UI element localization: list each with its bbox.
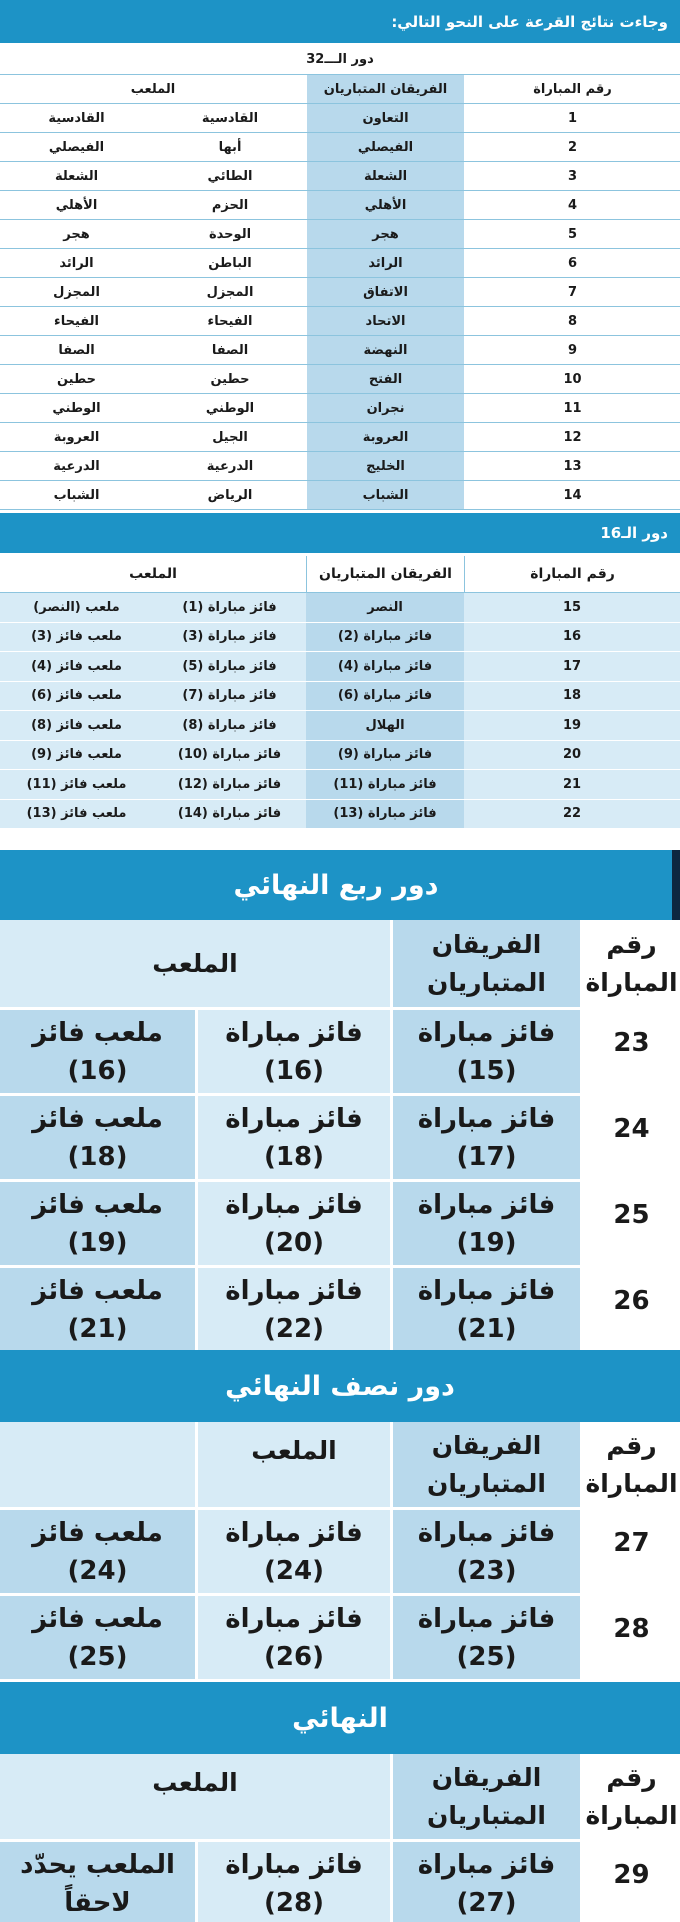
stadium: ملعب فائز (9) <box>31 747 122 763</box>
semi-final-section <box>0 1350 680 1682</box>
match-number: 26 <box>580 1268 680 1351</box>
stadium: حطين <box>0 365 153 393</box>
team-home-line2: (25) <box>456 1641 517 1672</box>
round16-title: دور الـ16 <box>0 510 680 556</box>
team-home <box>390 1842 580 1922</box>
team-home: الفيصلي <box>306 133 464 161</box>
match-number: 10 <box>464 365 680 393</box>
team-home-line2: (19) <box>456 1227 517 1258</box>
final-header-row <box>0 1754 680 1842</box>
stadium-line1: ملعب فائز <box>32 1017 163 1048</box>
stadium-line1: الملعب يحدّد <box>20 1849 175 1880</box>
team-home: الاتفاق <box>306 278 464 306</box>
match-number: 2 <box>464 133 680 161</box>
table-row <box>0 220 680 249</box>
stadium-line2: (25) <box>67 1641 128 1672</box>
final-title: النهائي <box>0 1682 680 1754</box>
team-home: فائز مباراة (6) <box>306 682 464 711</box>
header-teams-line2: المتباريان <box>426 1800 547 1830</box>
header-teams: الفريقان المتباريان <box>306 556 464 592</box>
stadium: الصفا <box>0 336 153 364</box>
team-home: الخليج <box>306 452 464 480</box>
table-row <box>0 800 680 830</box>
match-number: 1 <box>464 104 680 132</box>
stadium-line2: (19) <box>67 1227 128 1258</box>
match-number: 29 <box>580 1842 680 1922</box>
header-stadium: الملعب <box>129 566 177 582</box>
header-teams-line1: الفريقان <box>431 1762 542 1792</box>
semi-table-body <box>0 1510 680 1682</box>
round32-header-row <box>0 75 680 104</box>
header-num-line2: المباراة <box>585 967 678 997</box>
round32-table-body <box>0 104 680 510</box>
table-row <box>0 623 680 653</box>
stadium-line2: (24) <box>67 1555 128 1586</box>
stadium: الشعلة <box>0 162 153 190</box>
team-away: الدرعية <box>153 452 306 480</box>
table-row <box>0 278 680 307</box>
team-home: النصر <box>306 593 464 622</box>
quarter-final-title: دور ربع النهائي <box>0 850 680 920</box>
stadium: الدرعية <box>0 452 153 480</box>
early-rounds <box>0 0 680 829</box>
match-number: 12 <box>464 423 680 451</box>
team-away: الحزم <box>153 191 306 219</box>
stadium-line2: (21) <box>67 1313 128 1344</box>
match-number: 22 <box>562 806 582 822</box>
team-away-line2: (18) <box>264 1141 324 1172</box>
match-number: 8 <box>464 307 680 335</box>
header-teams-line1: الفريقان <box>431 1430 542 1460</box>
match-number: 28 <box>580 1596 680 1679</box>
header-stadium: الملعب <box>195 1422 390 1507</box>
team-away-line1: فائز مباراة <box>225 1275 363 1306</box>
team-home: الشعلة <box>306 162 464 190</box>
team-away-line1: فائز مباراة <box>225 1517 363 1548</box>
team-home: هجر <box>306 220 464 248</box>
team-away-line1: فائز مباراة <box>225 1603 363 1634</box>
header-match-number <box>580 920 680 1007</box>
team-home-line1: فائز مباراة <box>417 1275 556 1306</box>
quarter-table-body <box>0 1010 680 1354</box>
stadium: العروبة <box>0 423 153 451</box>
stadium <box>0 1096 195 1179</box>
table-row <box>0 1510 680 1596</box>
team-away <box>195 1596 390 1679</box>
table-row <box>0 249 680 278</box>
stadium <box>0 1268 195 1351</box>
team-away <box>195 1842 390 1922</box>
team-home: العروبة <box>306 423 464 451</box>
team-home: الهلال <box>306 711 464 740</box>
table-row <box>0 770 680 800</box>
table-row <box>0 1596 680 1682</box>
team-home <box>390 1010 580 1093</box>
stadium <box>0 1510 195 1593</box>
team-away: الفيحاء <box>153 307 306 335</box>
header-match-number <box>580 1754 680 1839</box>
team-away: فائز مباراة (3) <box>182 629 277 645</box>
team-home <box>390 1596 580 1679</box>
team-home-line1: فائز مباراة <box>417 1017 556 1048</box>
stadium-line2: (16) <box>67 1055 128 1086</box>
stadium: القادسية <box>0 104 153 132</box>
quarter-header-row <box>0 920 680 1010</box>
table-row <box>0 1182 680 1268</box>
stadium <box>0 1842 195 1922</box>
team-away-line1: فائز مباراة <box>225 1103 363 1134</box>
header-teams-line2: المتباريان <box>426 1468 547 1498</box>
header-teams: الفريقان المتباريان <box>306 75 464 103</box>
team-home: فائز مباراة (4) <box>306 652 464 681</box>
header-teams <box>390 920 580 1007</box>
team-home: فائز مباراة (2) <box>306 623 464 652</box>
semi-final-title: دور نصف النهائي <box>0 1350 680 1422</box>
table-row <box>0 593 680 623</box>
team-away: فائز مباراة (1) <box>182 599 277 615</box>
match-number: 18 <box>562 688 582 704</box>
table-row <box>0 682 680 712</box>
final-table-body <box>0 1842 680 1922</box>
match-number: 15 <box>562 599 582 615</box>
stadium <box>0 1596 195 1679</box>
team-away: الرياض <box>153 481 306 509</box>
team-away: القادسية <box>153 104 306 132</box>
header-match-number: رقم المباراة <box>464 75 680 103</box>
header-match-number <box>580 1422 680 1507</box>
team-home: فائز مباراة (13) <box>306 800 464 829</box>
team-home-line1: فائز مباراة <box>417 1603 556 1634</box>
match-number: 17 <box>562 658 582 674</box>
stadium-line1: ملعب فائز <box>32 1517 163 1548</box>
match-number: 23 <box>580 1010 680 1093</box>
match-number: 21 <box>562 776 582 792</box>
header-stadium: الملعب <box>0 1754 390 1839</box>
team-home: الرائد <box>306 249 464 277</box>
table-row <box>0 652 680 682</box>
header-teams-line1: الفريقان <box>431 929 542 959</box>
team-home-line1: فائز مباراة <box>417 1189 556 1220</box>
table-row <box>0 1096 680 1182</box>
stadium <box>0 1182 195 1265</box>
team-away: الوحدة <box>153 220 306 248</box>
team-away-line2: (24) <box>264 1555 324 1586</box>
team-away-line2: (22) <box>264 1313 324 1344</box>
stadium: ملعب فائز (13) <box>26 806 127 822</box>
header-num-line1: رقم <box>606 1430 657 1460</box>
team-away <box>195 1268 390 1351</box>
header-stadium-empty <box>0 1422 195 1507</box>
team-home: فائز مباراة (9) <box>306 741 464 770</box>
round32-title: دور الـــ32 <box>0 46 680 75</box>
team-home-line1: فائز مباراة <box>417 1517 556 1548</box>
table-row <box>0 394 680 423</box>
team-home: الاتحاد <box>306 307 464 335</box>
team-away: فائز مباراة (10) <box>177 747 282 763</box>
team-away: الجيل <box>153 423 306 451</box>
table-row <box>0 741 680 771</box>
team-away: فائز مباراة (7) <box>182 688 277 704</box>
table-row <box>0 104 680 133</box>
team-away <box>195 1096 390 1179</box>
team-home <box>390 1096 580 1179</box>
team-home-line2: (23) <box>456 1555 517 1586</box>
team-away-line2: (28) <box>264 1887 324 1918</box>
team-home-line2: (27) <box>456 1887 517 1918</box>
stadium-line1: ملعب فائز <box>32 1603 163 1634</box>
quarter-final-section <box>0 850 680 1354</box>
stadium: ملعب فائز (8) <box>31 717 122 733</box>
team-away: فائز مباراة (12) <box>177 776 282 792</box>
stadium: الفيصلي <box>0 133 153 161</box>
table-row <box>0 1268 680 1354</box>
stadium-line1: ملعب فائز <box>32 1103 163 1134</box>
table-row <box>0 307 680 336</box>
team-home-line2: (15) <box>456 1055 517 1086</box>
stadium: ملعب (النصر) <box>33 599 120 615</box>
match-number: 4 <box>464 191 680 219</box>
table-row <box>0 452 680 481</box>
table-row <box>0 1010 680 1096</box>
match-number: 27 <box>580 1510 680 1593</box>
team-away: أبها <box>153 133 306 161</box>
team-away: الصفا <box>153 336 306 364</box>
team-away: الوطني <box>153 394 306 422</box>
header-teams-line2: المتباريان <box>426 967 547 997</box>
header-num-line2: المباراة <box>585 1468 678 1498</box>
intro-heading: وجاءت نتائج القرعة على النحو التالي: <box>0 0 680 46</box>
team-home: التعاون <box>306 104 464 132</box>
stadium-line1: ملعب فائز <box>32 1275 163 1306</box>
match-number: 24 <box>580 1096 680 1179</box>
team-home: الأهلي <box>306 191 464 219</box>
table-row <box>0 481 680 510</box>
header-num-line1: رقم <box>606 1762 657 1792</box>
table-row <box>0 423 680 452</box>
stadium-line1: ملعب فائز <box>32 1189 163 1220</box>
table-row <box>0 336 680 365</box>
stadium: الشباب <box>0 481 153 509</box>
team-home: الشباب <box>306 481 464 509</box>
team-away-line1: فائز مباراة <box>225 1849 363 1880</box>
round16-table-body <box>0 593 680 829</box>
stadium-line2: لاحقاً <box>64 1887 131 1918</box>
match-number: 14 <box>464 481 680 509</box>
header-teams <box>390 1422 580 1507</box>
header-stadium: الملعب <box>0 920 390 1007</box>
final-section <box>0 1682 680 1922</box>
team-home: النهضة <box>306 336 464 364</box>
match-number: 16 <box>562 629 582 645</box>
team-away-line2: (20) <box>264 1227 324 1258</box>
stadium: الوطني <box>0 394 153 422</box>
team-away: فائز مباراة (14) <box>177 806 282 822</box>
header-num-line1: رقم <box>606 929 657 959</box>
header-teams <box>390 1754 580 1839</box>
stadium <box>0 1010 195 1093</box>
team-home-line1: فائز مباراة <box>417 1849 556 1880</box>
stadium: المجزل <box>0 278 153 306</box>
team-away-line2: (16) <box>264 1055 324 1086</box>
header-match-number: رقم المباراة <box>464 556 680 592</box>
match-number: 13 <box>464 452 680 480</box>
semi-header-row <box>0 1422 680 1510</box>
stadium: الأهلي <box>0 191 153 219</box>
match-number: 19 <box>562 717 582 733</box>
match-number: 5 <box>464 220 680 248</box>
match-number: 3 <box>464 162 680 190</box>
team-away-line2: (26) <box>264 1641 324 1672</box>
team-home <box>390 1510 580 1593</box>
stadium: ملعب فائز (6) <box>31 688 122 704</box>
header-stadium: الملعب <box>130 81 176 97</box>
stadium: الفيحاء <box>0 307 153 335</box>
team-home: الفتح <box>306 365 464 393</box>
match-number: 20 <box>562 747 582 763</box>
table-row <box>0 133 680 162</box>
stadium: الرائد <box>0 249 153 277</box>
header-num-line2: المباراة <box>585 1800 678 1830</box>
team-home <box>390 1268 580 1351</box>
team-home-line2: (21) <box>456 1313 517 1344</box>
stadium: ملعب فائز (4) <box>31 658 122 674</box>
team-home: فائز مباراة (11) <box>306 770 464 799</box>
stadium: ملعب فائز (11) <box>26 776 127 792</box>
table-row <box>0 365 680 394</box>
round16-header-row <box>0 556 680 593</box>
team-home-line1: فائز مباراة <box>417 1103 556 1134</box>
match-number: 9 <box>464 336 680 364</box>
team-away-line1: فائز مباراة <box>225 1189 363 1220</box>
team-home <box>390 1182 580 1265</box>
team-away: المجزل <box>153 278 306 306</box>
team-away: حطين <box>153 365 306 393</box>
stadium: ملعب فائز (3) <box>31 629 122 645</box>
team-away: فائز مباراة (5) <box>182 658 277 674</box>
match-number: 11 <box>464 394 680 422</box>
team-away <box>195 1182 390 1265</box>
match-number: 25 <box>580 1182 680 1265</box>
match-number: 7 <box>464 278 680 306</box>
team-away: فائز مباراة (8) <box>182 717 277 733</box>
table-row <box>0 162 680 191</box>
match-number: 6 <box>464 249 680 277</box>
table-row <box>0 1842 680 1922</box>
team-home: نجران <box>306 394 464 422</box>
table-row <box>0 191 680 220</box>
stadium-line2: (18) <box>67 1141 128 1172</box>
team-away: الباطن <box>153 249 306 277</box>
table-row <box>0 711 680 741</box>
team-away <box>195 1510 390 1593</box>
team-away-line1: فائز مباراة <box>225 1017 363 1048</box>
team-away: الطائي <box>153 162 306 190</box>
stadium: هجر <box>0 220 153 248</box>
team-home-line2: (17) <box>456 1141 517 1172</box>
team-away <box>195 1010 390 1093</box>
